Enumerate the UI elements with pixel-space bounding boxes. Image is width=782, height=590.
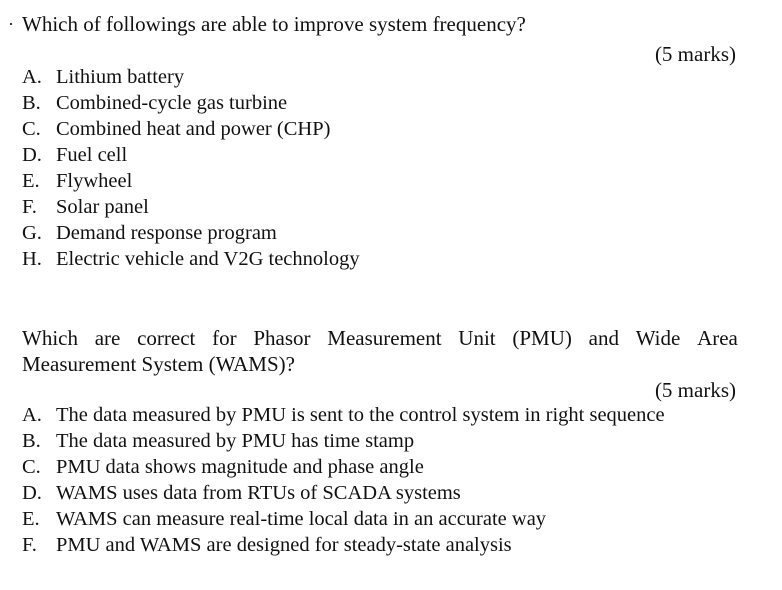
option-letter: A. [22, 404, 42, 426]
question-2-word: and [588, 326, 619, 350]
option-text: PMU and WAMS are designed for steady-state analysis [56, 534, 512, 556]
option-text: Flywheel [56, 170, 133, 192]
option-text: Fuel cell [56, 144, 128, 166]
option-text: The data measured by PMU is sent to the control system in right sequence [56, 404, 665, 426]
question-2-option [22, 534, 512, 557]
question-2-option [22, 404, 665, 427]
option-letter: F. [22, 196, 37, 218]
option-text: Solar panel [56, 196, 149, 218]
question-2-word: Measurement [327, 326, 442, 350]
question-2-word: Wide [635, 326, 681, 350]
option-letter: G. [22, 222, 42, 244]
question-2-word: correct [137, 326, 196, 350]
question-2-word: (PMU) [512, 326, 572, 350]
option-text: Demand response program [56, 222, 277, 244]
option-letter: C. [22, 456, 41, 478]
question-bullet: · [8, 14, 14, 34]
option-letter: F. [22, 534, 37, 556]
option-text: PMU data shows magnitude and phase angle [56, 456, 424, 478]
question-1-text: Which of followings are able to improve system frequency? [22, 12, 526, 36]
option-text: Lithium battery [56, 66, 185, 88]
option-letter: E. [22, 170, 40, 192]
question-1-option [22, 66, 184, 89]
question-2-line-2: Measurement System (WAMS)? [22, 352, 295, 376]
question-2-word: for [212, 326, 237, 350]
option-letter: A. [22, 66, 42, 88]
question-2-option [22, 482, 461, 505]
option-text: Electric vehicle and V2G technology [56, 248, 360, 270]
question-2-word: Unit [458, 326, 496, 350]
option-letter: B. [22, 430, 41, 452]
question-2-word: are [94, 326, 121, 350]
option-text: WAMS can measure real-time local data in an accurate way [56, 508, 547, 530]
question-2-word: Which [22, 326, 78, 350]
question-1-marks: (5 marks) [654, 42, 736, 66]
question-1-option [22, 222, 277, 245]
question-2-option [22, 430, 414, 453]
option-text: Combined heat and power (CHP) [56, 118, 331, 140]
question-1-option [22, 118, 330, 141]
option-letter: E. [22, 508, 40, 530]
option-letter: H. [22, 248, 42, 270]
option-text: The data measured by PMU has time stamp [56, 430, 415, 452]
option-text: Combined-cycle gas turbine [56, 92, 288, 114]
question-2-word: Phasor [253, 326, 311, 350]
question-2-word: Area [697, 326, 738, 350]
question-2-option [22, 456, 424, 479]
question-2-option [22, 508, 546, 531]
question-1-option [22, 144, 127, 167]
question-2-marks: (5 marks) [654, 378, 736, 402]
option-letter: C. [22, 118, 41, 140]
option-letter: D. [22, 482, 42, 504]
question-2-text [22, 325, 738, 377]
question-1-option [22, 248, 360, 271]
option-letter: D. [22, 144, 42, 166]
question-2-line-1 [22, 325, 738, 351]
question-1-option [22, 92, 287, 115]
option-letter: B. [22, 92, 41, 114]
option-text: WAMS uses data from RTUs of SCADA systems [56, 482, 461, 504]
question-1-option [22, 170, 132, 193]
question-1-option [22, 196, 149, 219]
